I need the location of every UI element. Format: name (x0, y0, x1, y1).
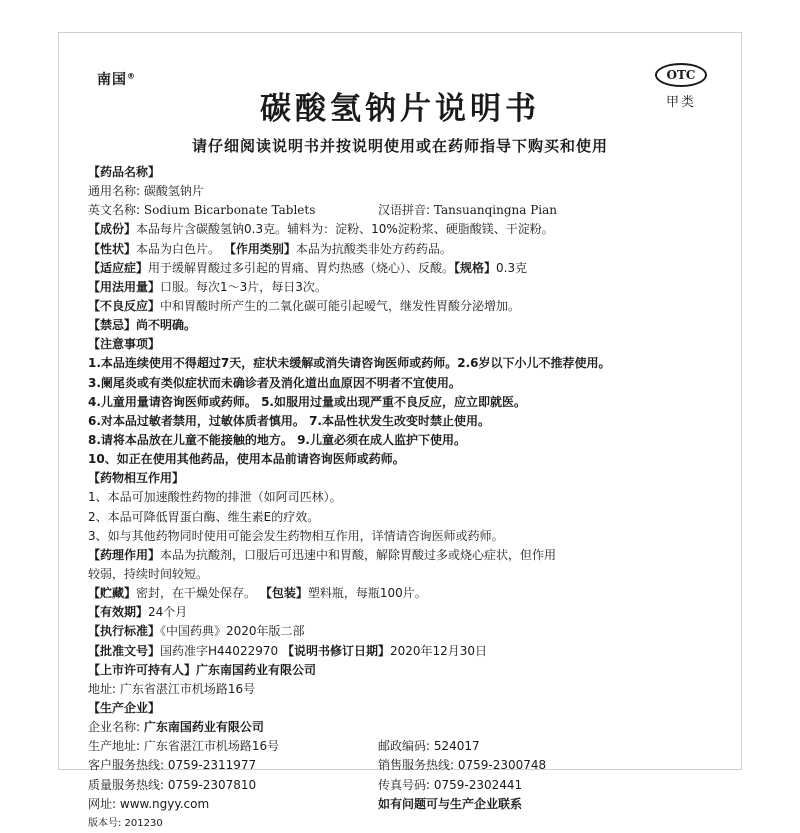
precaution-item: 10、如正在使用其他药品，使用本品前请咨询医师或药师。 (88, 452, 405, 467)
precaution-item: 8.请将本品放在儿童不能接触的地方。 9.儿童必须在成人监护下使用。 (88, 432, 466, 447)
brand-logo: 南国® (97, 71, 136, 88)
interaction-item: 1、本品可加速酸性药物的排泄（如阿司匹林）。 (88, 490, 342, 505)
quality-hotline-line: 质量服务热线: 0759-2307810 传真号码: 0759-2302441 (88, 777, 523, 792)
contraindications-line: 【禁忌】尚不明确。 (88, 318, 197, 333)
validity-line: 【有效期】24个月 (88, 605, 188, 620)
mah-line: 【上市许可持有人】广东南国药业有限公司 (88, 662, 317, 677)
otc-label: OTC (655, 63, 707, 87)
manufacturer-address-line: 生产地址: 广东省湛江市机场路16号 邮政编码: 524017 (88, 739, 480, 754)
approval-line: 【批准文号】国药准字H44022970 【说明书修订日期】2020年12月30日 (88, 643, 488, 658)
pharmacology-line: 【药理作用】本品为抗酸剂，口服后可迅速中和胃酸，解除胃酸过多或烧心症状，但作用 (88, 547, 557, 562)
page-title: 碳酸氢钠片说明书 (260, 91, 540, 127)
section-drug-name: 【药品名称】 (88, 165, 161, 179)
interaction-item: 3、如与其他药物同时使用可能会发生药物相互作用，详情请咨询医师或药师。 (88, 528, 504, 543)
dosage-line: 【用法用量】口服。每次1～3片，每日3次。 (88, 279, 327, 294)
precaution-item: 6.对本品过敏者禁用，过敏体质者慎用。 7.本品性状发生改变时禁止使用。 (88, 413, 490, 428)
properties-line: 【性状】本品为白色片。 【作用类别】本品为抗酸类非处方药药品。 (88, 241, 452, 256)
adverse-line: 【不良反应】中和胃酸时所产生的二氧化碳可能引起嗳气，继发性胃酸分泌增加。 (88, 298, 521, 313)
precaution-item: 1.本品连续使用不得超过7天，症状未缓解或消失请咨询医师或药师。2.6岁以下小儿不推荐使用。 (88, 356, 611, 371)
leaflet-sheet (58, 32, 742, 829)
storage-line: 【贮藏】密封，在干燥处保存。 【包装】塑料瓶，每瓶100片。 (88, 586, 427, 601)
version-number: 版本号: 201230 (88, 817, 163, 829)
service-hotline-line: 客户服务热线: 0759-2311977 销售服务热线: 0759-2300748 (88, 758, 547, 773)
website-line: 网址: www.ngyy.com 如有问题可与生产企业联系 (88, 796, 523, 811)
english-name-line: 英文名称: Sodium Bicarbonate Tablets 汉语拼音: Tansuanqingna Pian (88, 203, 558, 218)
mah-address-line: 地址: 广东省湛江市机场路16号 (88, 681, 256, 696)
interaction-item: 2、本品可降低胃蛋白酶、维生素E的疗效。 (88, 509, 320, 524)
otc-class: 甲类 (665, 95, 696, 110)
indications-line: 【适应症】用于缓解胃酸过多引起的胃痛、胃灼热感（烧心）、反酸。【规格】0.3克 (88, 260, 528, 275)
precaution-item: 3.阑尾炎或有类似症状而未确诊者及消化道出血原因不明者不宜使用。 (88, 375, 461, 390)
manufacturer-name-line: 企业名称: 广东南国药业有限公司 (88, 720, 264, 735)
precaution-item: 4.儿童用量请咨询医师或药师。 5.如服用过量或出现严重不良反应，应立即就医。 (88, 394, 526, 409)
precautions-heading: 【注意事项】 (88, 337, 161, 352)
standard-line: 【执行标准】《中国药典》2020年版二部 (88, 624, 305, 639)
pharmacology-line-2: 较弱，持续时间较短。 (88, 566, 209, 581)
generic-name-line: 通用名称: 碳酸氢钠片 (88, 184, 204, 199)
page-subtitle: 请仔细阅读说明书并按说明使用或在药师指导下购买和使用 (191, 137, 608, 155)
composition-line: 【成份】本品每片含碳酸氢钠0.3克。辅料为：淀粉、10%淀粉浆、硬脂酸镁、干淀粉。 (88, 222, 554, 237)
leaflet-body (88, 163, 718, 833)
manufacturer-heading: 【生产企业】 (88, 700, 161, 715)
interactions-heading: 【药物相互作用】 (88, 471, 185, 486)
